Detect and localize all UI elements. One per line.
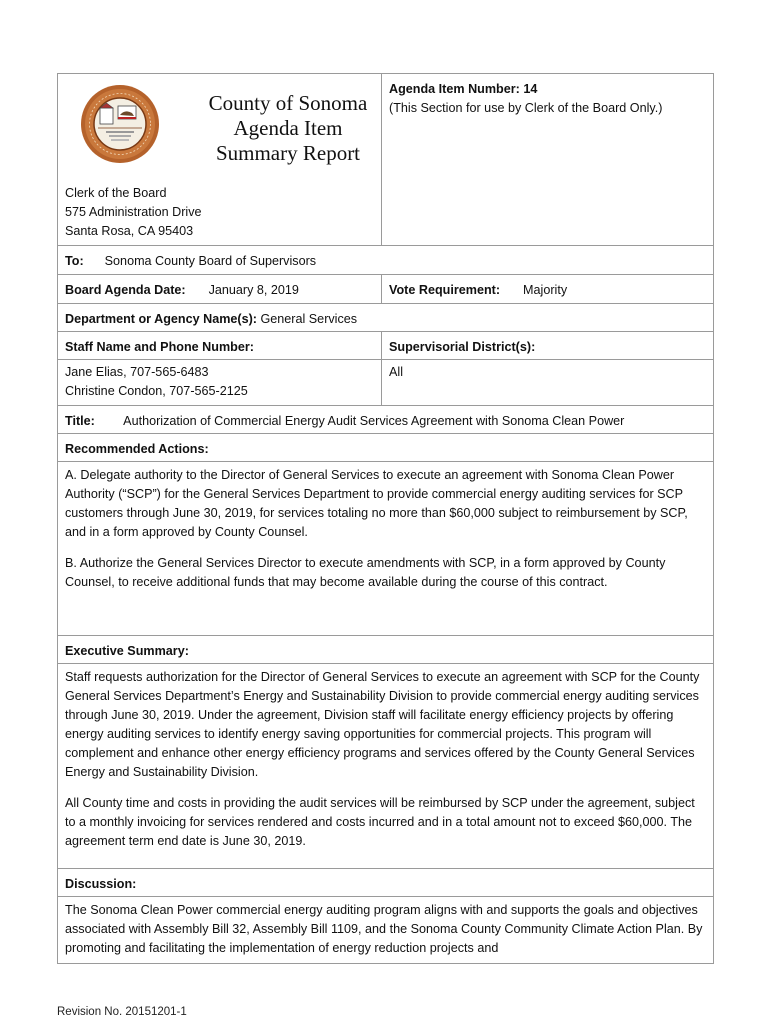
staff-contact-2: Christine Condon, 707-565-2125: [65, 384, 248, 398]
recommended-label-row: [58, 433, 713, 461]
vote-label: Vote Requirement:: [389, 283, 501, 297]
to-label: To:: [65, 254, 84, 268]
executive-paragraph-2: All County time and costs in providing the audit services will be reimbursed by SCP under the agreement, subject to a monthly invoicing for services rendered and costs incurred and in a total amount not to exceed $60,000. The agreement term end date is June 30, 2019.: [65, 796, 695, 848]
executive-label-row: [58, 635, 713, 663]
title-line-report: Summary Report: [215, 141, 361, 165]
discussion-body-row: [58, 896, 713, 963]
title-line-county: County of Sonoma: [208, 91, 368, 115]
discussion-label-row: [58, 868, 713, 896]
recommended-action-a: A. Delegate authority to the Director of General Services to execute an agreement with Sonoma Clean Power Authority (“SCP”) for the General Services Department to provide commercial energy auditing services for SCP customers through June 30, 2019, for services totaling no more than $60,000 subject to reimbursement by SCP, and in a form approved by County Counsel.: [65, 468, 688, 539]
recommended-label: Recommended Actions:: [65, 442, 209, 456]
board-date-label: Board Agenda Date:: [65, 283, 186, 297]
to-value: Sonoma County Board of Supervisors: [104, 254, 317, 268]
agenda-item-note: (This Section for use by Clerk of the Board Only.): [389, 101, 663, 115]
agenda-item-form: [57, 73, 714, 964]
department-label: Department or Agency Name(s):: [65, 312, 257, 326]
staff-district-label-row: [58, 331, 713, 359]
header-left: [58, 74, 382, 245]
executive-body-row: [58, 663, 713, 868]
recommended-body-row: [58, 461, 713, 635]
department-row: [58, 303, 713, 331]
district-label: Supervisorial District(s):: [389, 340, 536, 354]
clerk-line: Clerk of the Board: [65, 186, 167, 200]
city-line: Santa Rosa, CA 95403: [65, 224, 194, 238]
title-value: Authorization of Commercial Energy Audit Services Agreement with Sonoma Clean Power: [123, 414, 625, 428]
street-line: 575 Administration Drive: [65, 205, 202, 219]
title-row: [58, 405, 713, 433]
county-seal-icon: [80, 84, 160, 164]
revision-number: Revision No. 20151201-1: [57, 1006, 187, 1018]
to-row: [58, 245, 713, 274]
staff-district-value-row: [58, 359, 713, 405]
vote-value: Majority: [523, 283, 568, 297]
date-vote-row: [58, 274, 713, 303]
discussion-paragraph-1: The Sonoma Clean Power commercial energy auditing program aligns with and supports the goals and objectives associated with Assembly Bill 32, Assembly Bill 1109, and the Sonoma County Community Climate Action Plan. By promoting and facilitating the implementation of energy reduction projects and: [65, 903, 703, 955]
board-date-value: January 8, 2019: [208, 283, 299, 297]
staff-contact-1: Jane Elias, 707-565-6483: [65, 365, 209, 379]
executive-summary-label: Executive Summary:: [65, 644, 189, 658]
agenda-item-number: Agenda Item Number: 14: [389, 82, 538, 96]
clerk-address: [65, 184, 202, 241]
document-title-block: [194, 91, 382, 166]
executive-paragraph-1: Staff requests authorization for the Director of General Services to execute an agreement with SCP for the County General Services Department’s Energy and Sustainability Division to provide commercial energy auditing services through June 30, 2019. Under the agreement, Division staff will facilitate energy efficiency projects by offering energy auditing services to identify energy saving opportunities for commercial projects. This program will complement and enhance other energy efficiency programs and services offered by the County General Services Energy and Sustainability Division.: [65, 670, 700, 779]
header-right: [382, 74, 713, 245]
recommended-action-b: B. Authorize the General Services Director to execute amendments with SCP, in a form approved by County Counsel, to receive additional funds that may become available during the course of this contract.: [65, 556, 666, 589]
department-value: General Services: [260, 312, 358, 326]
discussion-label: Discussion:: [65, 877, 137, 891]
header-row: [58, 74, 713, 245]
title-line-agenda: Agenda Item: [233, 116, 343, 140]
district-value: All: [389, 365, 403, 379]
title-label: Title:: [65, 414, 95, 428]
staff-label: Staff Name and Phone Number:: [65, 340, 254, 354]
